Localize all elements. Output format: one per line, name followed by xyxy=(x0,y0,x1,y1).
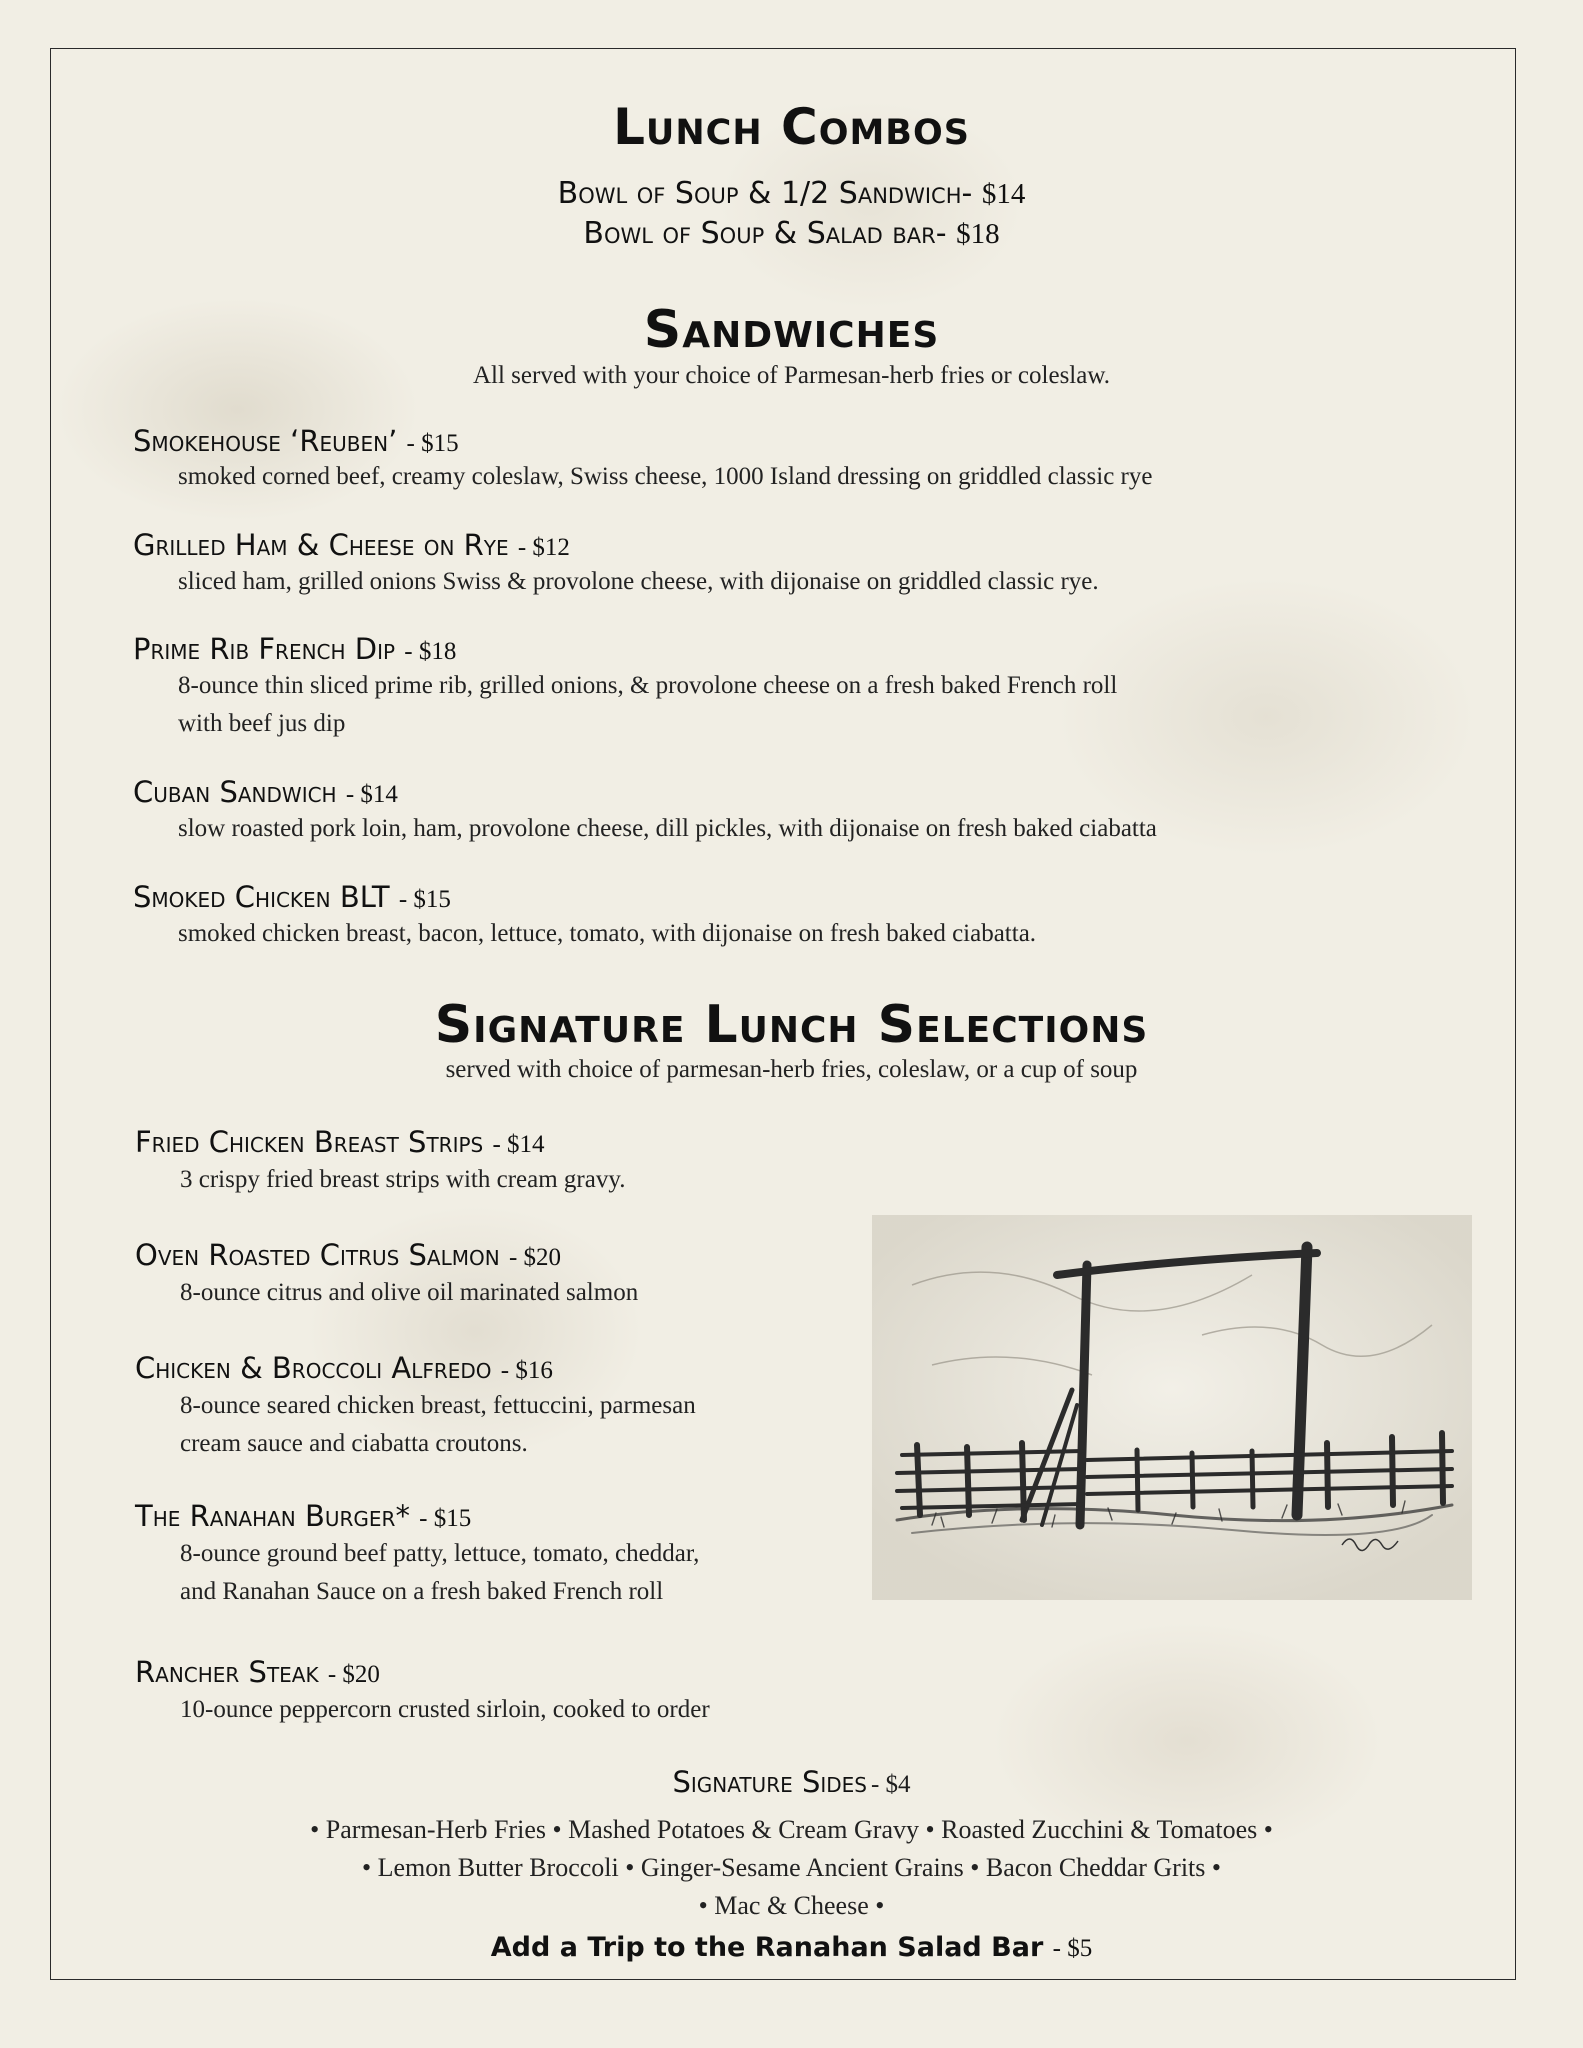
menu-item-name xyxy=(135,1499,471,1533)
menu-item-name xyxy=(133,528,570,562)
item-price: - $20 xyxy=(327,1661,380,1688)
menu-item-description: cream sauce and ciabatta croutons. xyxy=(180,1430,528,1457)
combo-price: $14 xyxy=(981,178,1026,210)
menu-item-name xyxy=(135,1238,561,1272)
sides-line: • Mac & Cheese • xyxy=(698,1891,885,1920)
sides-line: • Parmesan-Herb Fries • Mashed Potatoes & Cream Gravy • Roasted Zucchini & Tomatoes • xyxy=(310,1815,1273,1844)
item-title: Grilled Ham & Cheese on Rye xyxy=(133,528,509,562)
menu-item-description: 10-ounce peppercorn crusted sirloin, cooked to order xyxy=(180,1696,710,1723)
salad-bar-price: - $5 xyxy=(1052,1935,1093,1962)
ranch-gate-sketch xyxy=(872,1215,1472,1600)
item-price: - $18 xyxy=(404,638,457,665)
menu-item-name xyxy=(135,1125,545,1159)
menu-item-description: smoked corned beef, creamy coleslaw, Swiss cheese, 1000 Island dressing on griddled classic rye xyxy=(178,463,1153,490)
menu-item-description: 8-ounce seared chicken breast, fettuccini, parmesan xyxy=(180,1392,696,1419)
menu-item-description: 8-ounce citrus and olive oil marinated salmon xyxy=(180,1279,639,1306)
menu-item-name xyxy=(135,1655,380,1689)
item-price: - $14 xyxy=(492,1131,545,1158)
sandwiches-subtitle: All served with your choice of Parmesan-herb fries or coleslaw. xyxy=(472,362,1111,389)
combo-item xyxy=(0,216,1583,251)
sides-title: Signature Sides xyxy=(672,1765,867,1799)
item-title: The Ranahan Burger* xyxy=(135,1499,410,1533)
sandwiches-title: Sandwiches xyxy=(643,300,940,360)
menu-item-name xyxy=(133,880,451,914)
item-price: - $15 xyxy=(406,430,459,457)
item-price: - $15 xyxy=(419,1505,472,1532)
item-price: - $15 xyxy=(398,886,451,913)
item-title: Rancher Steak xyxy=(135,1655,319,1689)
item-title: Fried Chicken Breast Strips xyxy=(135,1125,484,1159)
sides-line: • Lemon Butter Broccoli • Ginger-Sesame Ancient Grains • Bacon Cheddar Grits • xyxy=(361,1853,1221,1882)
menu-item-name xyxy=(135,1351,553,1385)
salad-bar-addon xyxy=(0,1932,1583,1963)
menu-item-name xyxy=(133,424,459,458)
sides-heading xyxy=(0,1765,1583,1799)
item-title: Prime Rib French Dip xyxy=(133,632,396,666)
lunch-combos-title: Lunch Combos xyxy=(613,98,970,156)
item-title: Oven Roasted Citrus Salmon xyxy=(135,1238,500,1272)
salad-bar-label: Add a Trip to the Ranahan Salad Bar xyxy=(490,1932,1044,1963)
sides-price: - $4 xyxy=(870,1771,911,1798)
combo-price: $18 xyxy=(956,218,1000,250)
combo-label: Bowl of Soup & 1/2 Sandwich- xyxy=(557,176,973,211)
item-price: - $16 xyxy=(500,1357,553,1384)
signature-title: Signature Lunch Selections xyxy=(434,995,1149,1055)
menu-item-description: and Ranahan Sauce on a fresh baked French roll xyxy=(180,1578,664,1605)
menu-item-description: 3 crispy fried breast strips with cream gravy. xyxy=(180,1166,626,1193)
menu-item-name xyxy=(133,775,398,809)
menu-item-description: smoked chicken breast, bacon, lettuce, tomato, with dijonaise on fresh baked ciabatta. xyxy=(178,920,1037,947)
item-title: Cuban Sandwich xyxy=(133,775,337,809)
item-price: - $12 xyxy=(517,534,570,561)
menu-item-description: with beef jus dip xyxy=(178,710,346,737)
signature-subtitle: served with choice of parmesan-herb fries, coleslaw, or a cup of soup xyxy=(445,1056,1138,1083)
item-title: Chicken & Broccoli Alfredo xyxy=(135,1351,492,1385)
item-price: - $20 xyxy=(508,1244,562,1271)
menu-item-description: sliced ham, grilled onions Swiss & provolone cheese, with dijonaise on griddled classic rye. xyxy=(178,568,1099,595)
combo-label: Bowl of Soup & Salad bar- xyxy=(583,216,947,251)
combo-item xyxy=(0,176,1583,211)
item-title: Smoked Chicken BLT xyxy=(133,880,390,914)
menu-item-description: 8-ounce ground beef patty, lettuce, tomato, cheddar, xyxy=(180,1540,700,1567)
menu-item-description: 8-ounce thin sliced prime rib, grilled onions, & provolone cheese on a fresh baked French roll xyxy=(178,672,1118,699)
item-price: - $14 xyxy=(345,781,398,808)
item-title: Smokehouse ‘Reuben’ xyxy=(133,424,398,458)
menu-item-description: slow roasted pork loin, ham, provolone cheese, dill pickles, with dijonaise on fresh baked ciabatta xyxy=(178,815,1157,842)
menu-item-name xyxy=(133,632,456,666)
